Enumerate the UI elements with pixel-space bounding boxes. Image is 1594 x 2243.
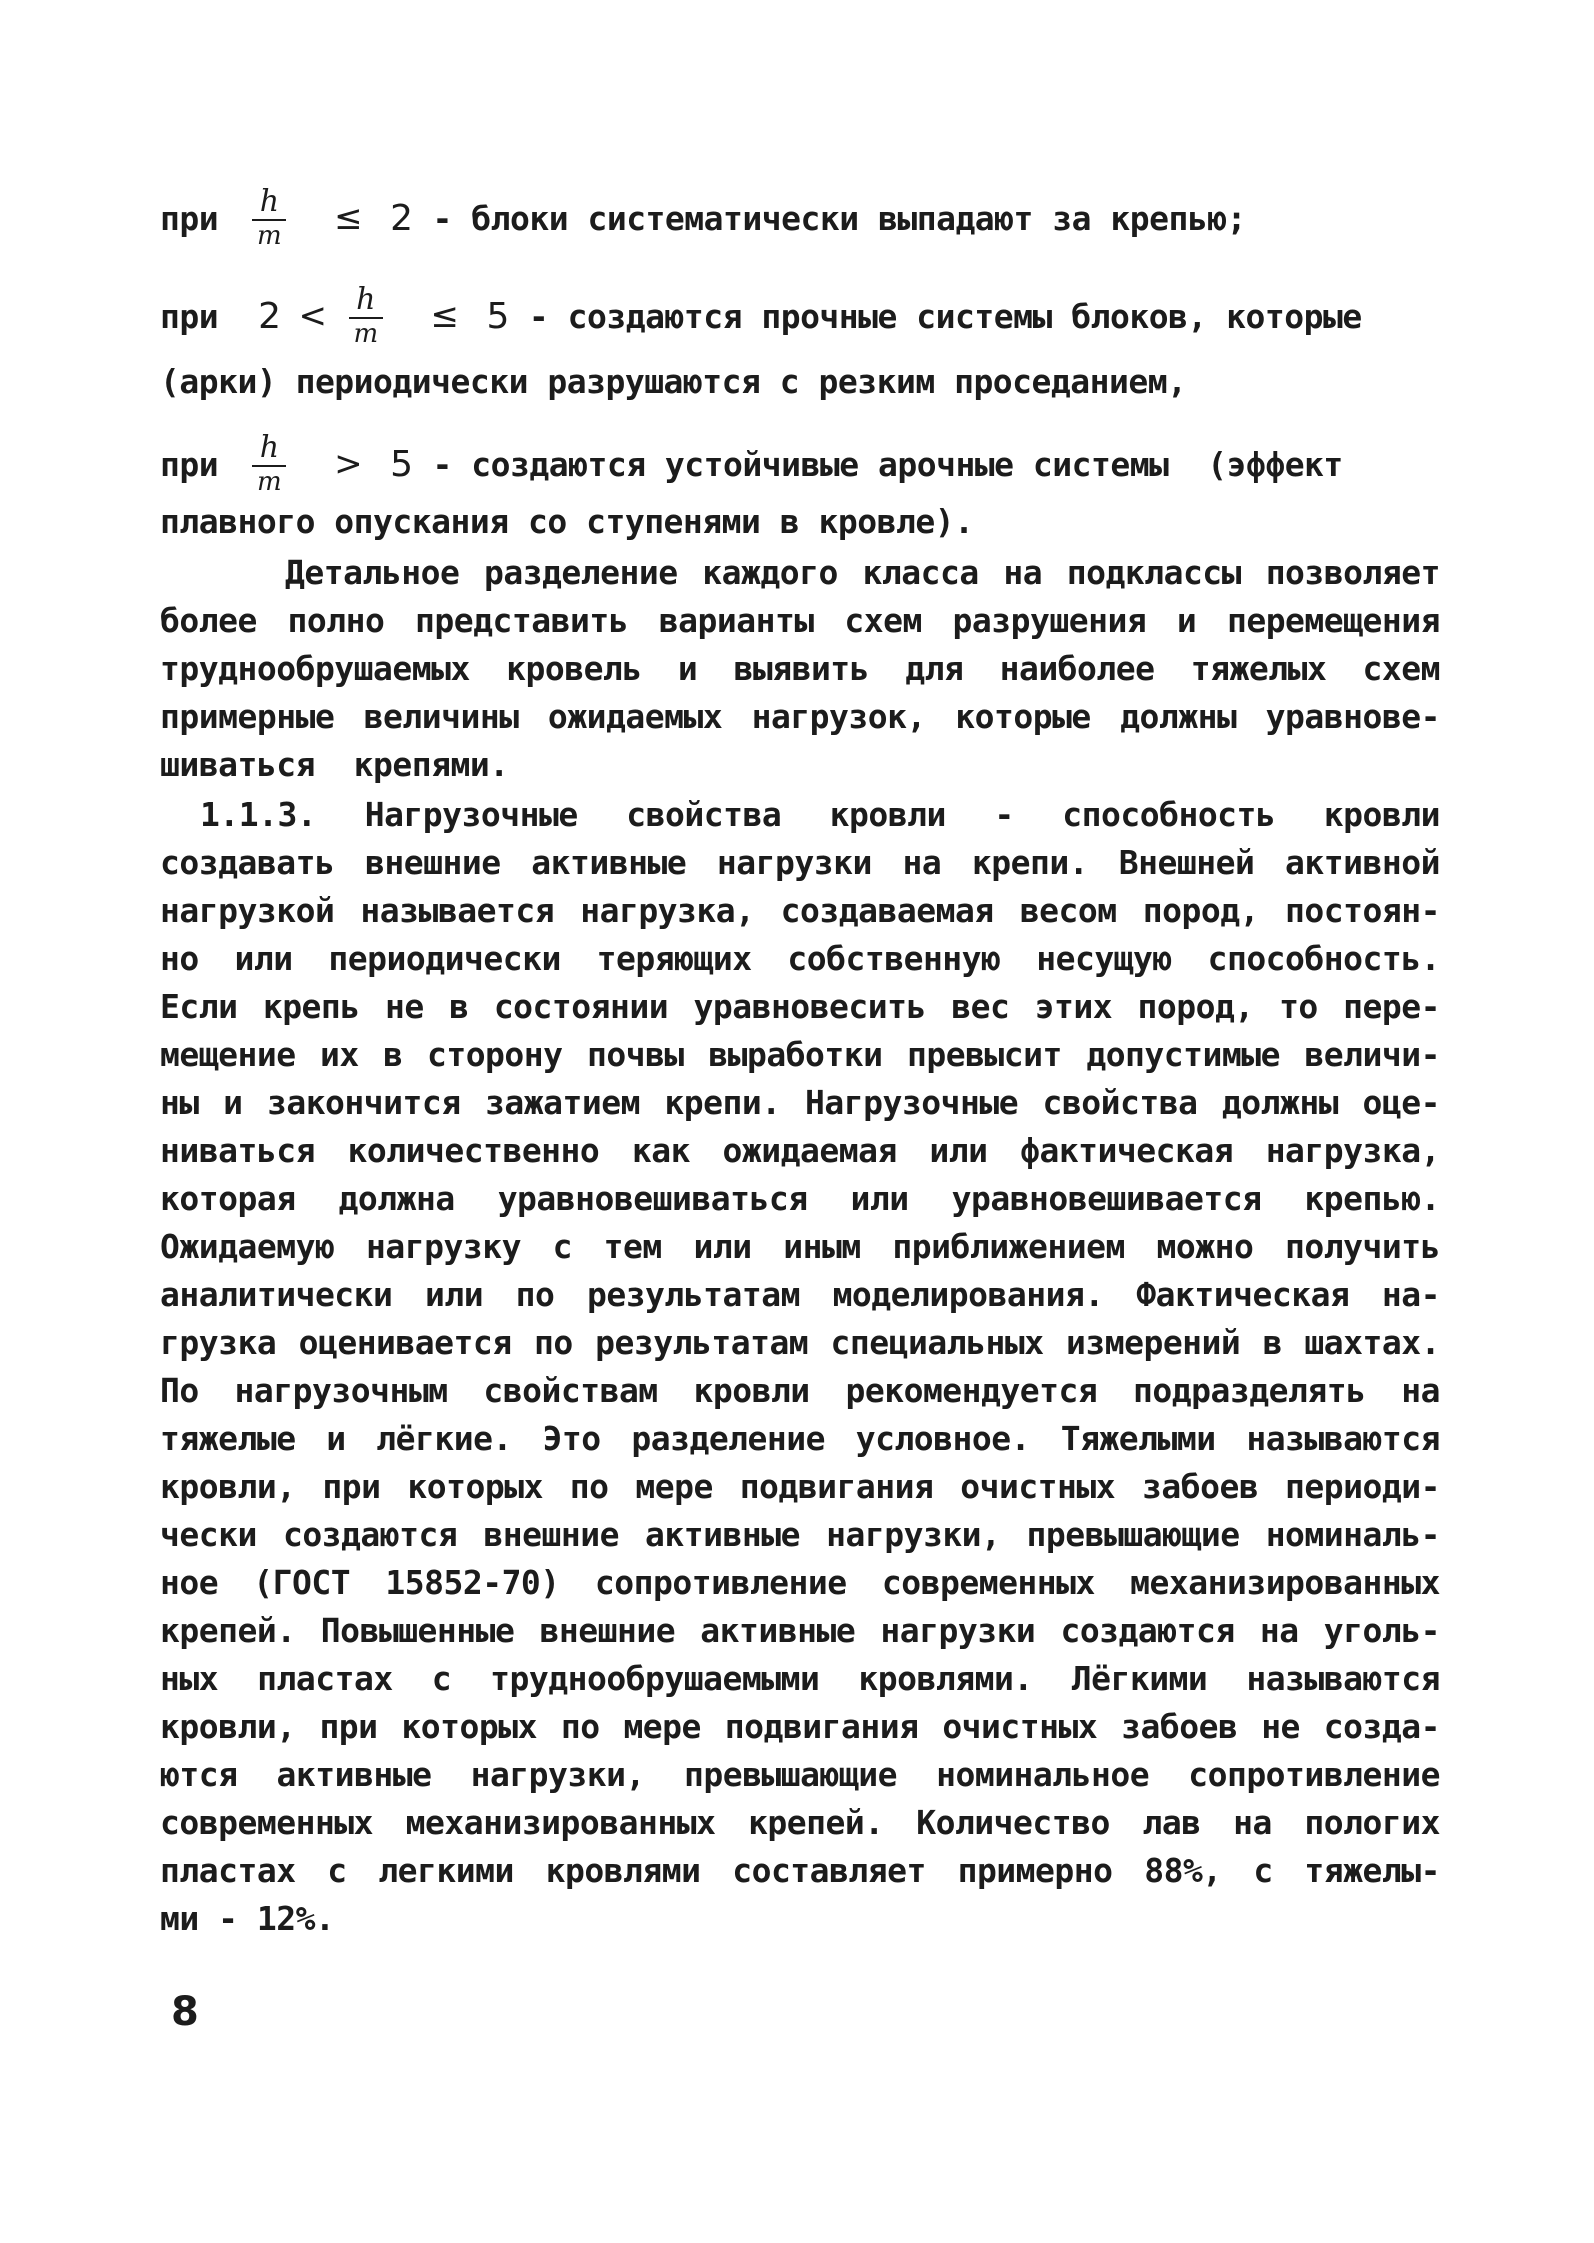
paragraph-2-line: ное (ГОСТ 15852-70) сопротивление современных механизированных — [160, 1563, 1440, 1602]
paragraph-2-line: нагрузкой называется нагрузка, создаваемая весом пород, постоян- — [160, 891, 1440, 930]
condition-prefix: при — [160, 198, 219, 238]
paragraph-2-line: чески создаются внешние активные нагрузки, превышающие номиналь- — [160, 1515, 1440, 1554]
paragraph-2-line: По нагрузочным свойствам кровли рекомендуется подразделять на — [160, 1371, 1440, 1410]
paragraph-2-line: кровли, при которых по мере подвигания очистных забоев периоди- — [160, 1467, 1440, 1506]
paragraph-2-line: ются активные нагрузки, превышающие номинальное сопротивление — [160, 1755, 1440, 1794]
paragraph-2-line: пластах с легкими кровлями составляет примерно 88%, с тяжелы- — [160, 1851, 1440, 1890]
paragraph-2-line: ны и закончится зажатием крепи. Нагрузочные свойства должны оце- — [160, 1083, 1440, 1122]
page-number: 8 — [171, 1989, 199, 2035]
threshold-value: 2 — [390, 197, 413, 239]
comparison-symbol: ≤ — [334, 198, 363, 238]
paragraph-2-line: ниваться количественно как ожидаемая или фактическая нагрузка, — [160, 1131, 1440, 1170]
fraction-denominator: m — [257, 221, 282, 251]
paragraph-2-line: которая должна уравновешиваться или уравновешивается крепью. — [160, 1179, 1440, 1218]
fraction-denominator: m — [257, 467, 282, 497]
ratio-h-over-m — [349, 282, 383, 349]
lower-comparison-symbol: < — [298, 296, 327, 336]
paragraph-2-line: современных механизированных крепей. Количество лав на пологих — [160, 1803, 1440, 1842]
condition-description: - создаются прочные системы блоков, которые — [528, 296, 1362, 336]
paragraph-1-line: шиваться крепями. — [160, 745, 509, 784]
paragraph-2-line: 1.1.3. Нагрузочные свойства кровли - способность кровли — [200, 795, 1440, 834]
condition-row-3 — [160, 424, 1343, 504]
condition-description: - блоки систематически выпадают за крепью; — [432, 198, 1246, 238]
paragraph-2-line: аналитически или по результатам моделирования. Фактическая на- — [160, 1275, 1440, 1314]
comparison-symbol: > — [334, 444, 363, 484]
condition-row-2 — [160, 276, 1362, 356]
condition-prefix: при — [160, 444, 219, 484]
paragraph-2-line: Ожидаемую нагрузку с тем или иным приближением можно получить — [160, 1227, 1440, 1266]
paragraph-2-line: создавать внешние активные нагрузки на крепи. Внешней активной — [160, 843, 1440, 882]
paragraph-1-line: Детальное разделение каждого класса на подклассы позволяет — [285, 553, 1440, 592]
paragraph-2-line: ми - 12%. — [160, 1899, 335, 1938]
fraction-numerator: h — [259, 430, 279, 465]
threshold-value: 5 — [390, 443, 413, 485]
paragraph-2-line: ных пластах с труднообрушаемыми кровлями. Лёгкими называются — [160, 1659, 1440, 1698]
fraction-numerator: h — [259, 184, 279, 219]
threshold-value: 5 — [486, 295, 509, 337]
comparison-symbol: ≤ — [430, 296, 459, 336]
paragraph-2-line: грузка оценивается по результатам специальных измерений в шахтах. — [160, 1323, 1440, 1362]
paragraph-1-line: труднообрушаемых кровель и выявить для наиболее тяжелых схем — [160, 649, 1440, 688]
fraction-denominator: m — [353, 319, 378, 349]
paragraph-2-line: крепей. Повышенные внешние активные нагрузки создаются на уголь- — [160, 1611, 1440, 1650]
paragraph-1-line: примерные величины ожидаемых нагрузок, которые должны уравнове- — [160, 697, 1440, 736]
paragraph-2-line: тяжелые и лёгкие. Это разделение условное. Тяжелыми называются — [160, 1419, 1440, 1458]
ratio-h-over-m — [252, 184, 286, 251]
ratio-h-over-m — [252, 430, 286, 497]
condition-2-continuation: (арки) периодически разрушаются с резким проседанием, — [160, 362, 1187, 401]
condition-row-1 — [160, 178, 1246, 258]
condition-description: - создаются устойчивые арочные системы (эффект — [432, 444, 1343, 484]
fraction-numerator: h — [356, 282, 375, 317]
paragraph-2-line: кровли, при которых по мере подвигания очистных забоев не созда- — [160, 1707, 1440, 1746]
paragraph-1-line: более полно представить варианты схем разрушения и перемещения — [160, 601, 1440, 640]
paragraph-2-line: но или периодически теряющих собственную несущую способность. — [160, 939, 1440, 978]
lower-threshold-value: 2 — [258, 295, 281, 337]
condition-prefix: при — [160, 296, 219, 336]
condition-3-continuation: плавного опускания со ступенями в кровле). — [160, 502, 974, 541]
paragraph-2-line: мещение их в сторону почвы выработки превысит допустимые величи- — [160, 1035, 1440, 1074]
paragraph-2-line: Если крепь не в состоянии уравновесить вес этих пород, то пере- — [160, 987, 1440, 1026]
